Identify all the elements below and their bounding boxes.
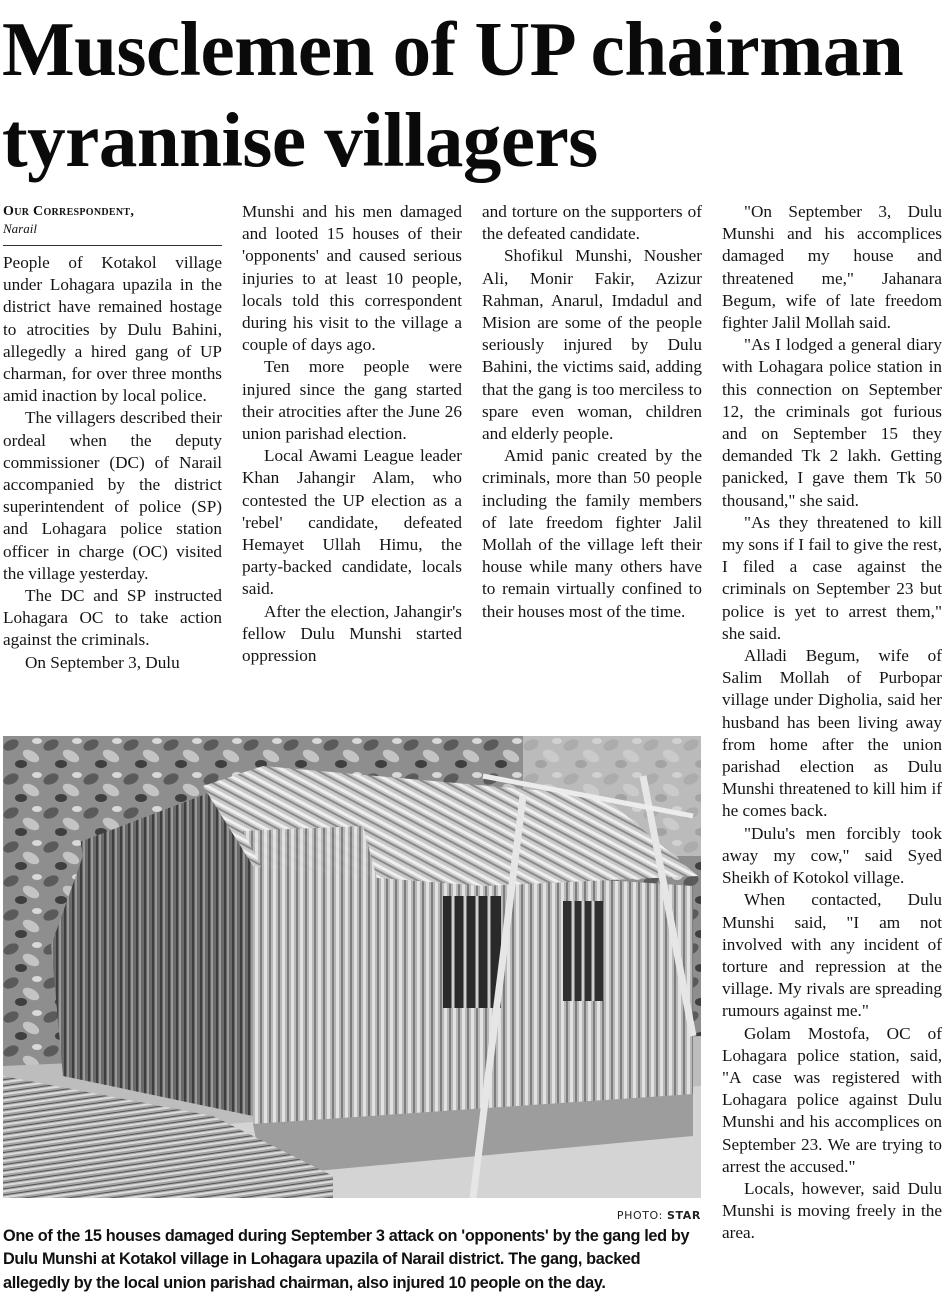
paragraph: Local Awami League leader Khan Jahangir Alam, who contested the UP election as a 'rebel' candidate, defeated Hemayet Ullah Himu, the party-backed candidate, locals said. (242, 446, 462, 599)
paragraph: When contacted, Dulu Munshi said, "I am not involved with any incident of torture and repression at the village. My rivals are spreading rumours against me." (722, 890, 942, 1021)
article-column-2 (242, 201, 462, 667)
article-column-3 (482, 201, 702, 623)
article-column-1 (3, 252, 222, 674)
photo-credit-prefix: PHOTO: (616, 1209, 663, 1222)
paragraph: "On September 3, Dulu Munshi and his accomplices damaged my house and threatened me," Jahanara Begum, wife of late freedom fighter Jalil Mollah said. (722, 202, 942, 333)
paragraph: Alladi Begum, wife of Salim Mollah of Purbopar village under Digholia, said her husband has been living away from home after the union parishad election as Dulu Munshi threatened to kill him if he comes back. (722, 646, 942, 821)
paragraph: The DC and SP instructed Lohagara OC to take action against the criminals. (3, 586, 222, 650)
paragraph: and torture on the supporters of the defeated candidate. (482, 202, 702, 244)
photo-credit-source: STAR (667, 1209, 701, 1222)
paragraph: "As they threatened to kill my sons if I fail to give the rest, I filed a case against the criminals on September 23 but police is yet to arrest them," she said. (722, 512, 942, 643)
paragraph: After the election, Jahangir's fellow Dulu Munshi started oppression (242, 601, 462, 666)
paragraph: People of Kotakol village under Lohagara upazila in the district have remained hostage to atrocities by Dulu Bahini, allegedly a hired gang of UP charman, for over three months amid inaction by local police. (3, 253, 222, 406)
paragraph: Golam Mostofa, OC of Lohagara police station, said, "A case was registered with Lohagara police against Dulu Munshi and his accomplices on September 23. We are trying to arrest the accused." (722, 1023, 942, 1176)
paragraph: Munshi and his men damaged and looted 15 houses of their 'opponents' and caused serious injuries to at least 10 people, locals told this correspondent during his visit to the village a couple of days ago. (242, 202, 462, 355)
byline (3, 202, 222, 237)
photo-caption: One of the 15 houses damaged during September 3 attack on 'opponents' by the gang led by Dulu Munshi at Kotakol village in Lohagara upazila of Narail district. The gang, backed allegedly by the local union parishad chairman, also injured 10 people on the day. (3, 1227, 690, 1292)
paragraph: On September 3, Dulu (25, 652, 180, 672)
paragraph: Ten more people were injured since the gang started their atrocities after the June 26 union parishad election. (242, 357, 462, 444)
paragraph: Shofikul Munshi, Nousher Ali, Monir Fakir, Azizur Rahman, Anarul, Imdadul and Mision are some of the people seriously injured by Dulu Bahini, the victims said, adding that the gang is too merciless to spare even woman, children and elderly people. (482, 246, 702, 444)
article-column-4 (722, 201, 942, 1245)
paragraph: "As I lodged a general diary with Lohagara police station in this connection on September 12, the criminals got furious and on September 15 they demanded Tk 2 lakh. Getting panicked, I gave them Tk 50 thousand," she said. (722, 335, 942, 510)
byline-rule (3, 245, 222, 246)
damaged-house-photo (3, 736, 701, 1198)
paragraph: "Dulu's men forcibly took away my cow," said Syed Sheikh of Kotokol village. (722, 823, 942, 888)
byline-name: Our Correspondent, (3, 204, 135, 219)
headline: Musclemen of UP chairman tyrannise villagers (2, 6, 904, 183)
paragraph: Locals, however, said Dulu Munshi is moving freely in the area. (722, 1178, 942, 1243)
paragraph: Amid panic created by the criminals, more than 50 people including the family members of late freedom fighter Jalil Mollah of the village left their house while many others have to remain virtually confined to their houses most of the time. (482, 446, 702, 621)
paragraph: The villagers described their ordeal when the deputy commissioner (DC) of Narail accompanied by the district superintendent of police (SP) and Lohagara police station officer in charge (OC) visited the village yesterday. (3, 408, 222, 583)
photo-credit (520, 1209, 701, 1222)
news-photo (3, 736, 701, 1198)
byline-place: Narail (3, 221, 37, 236)
